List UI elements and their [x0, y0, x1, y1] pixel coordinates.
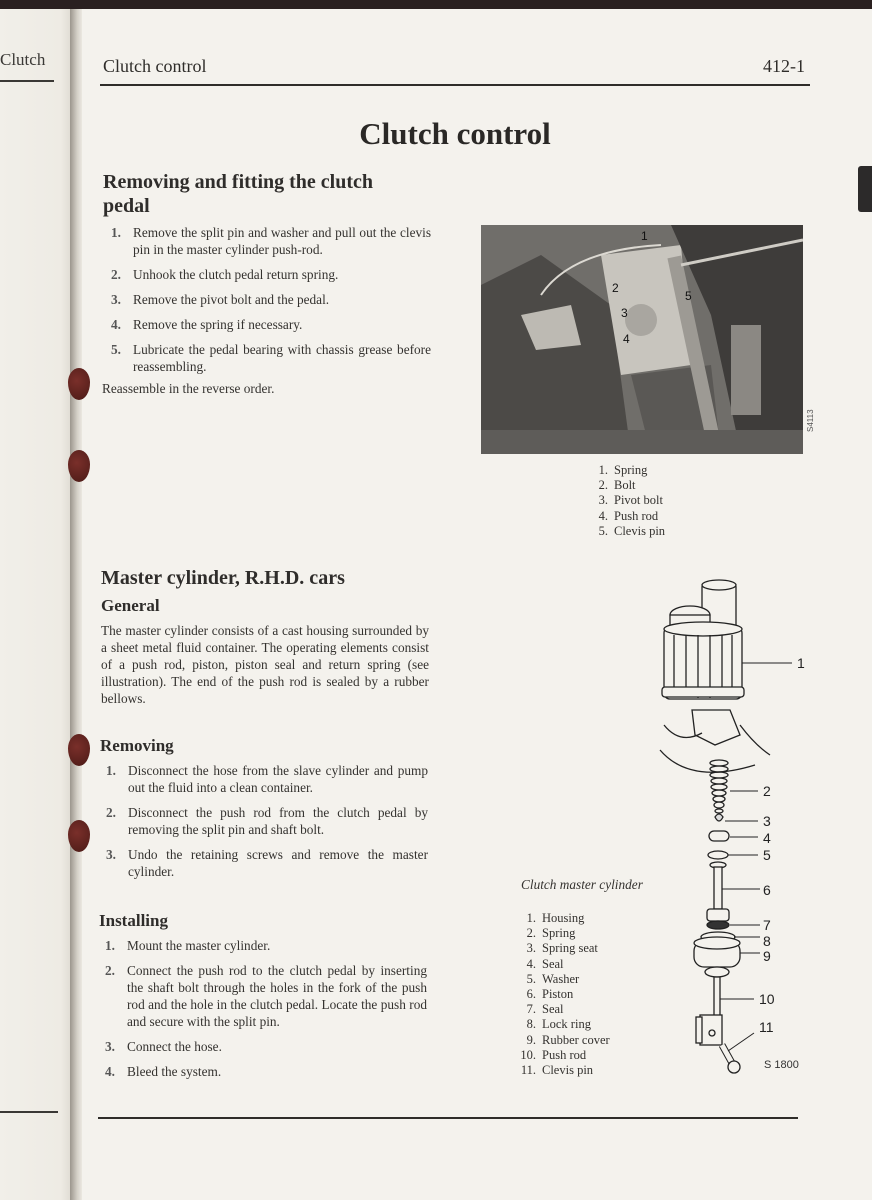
page-title: Clutch control [359, 116, 551, 151]
legend-item [586, 509, 665, 524]
section-thumb-tab [858, 166, 872, 212]
list-item [103, 224, 431, 258]
legend-number: 5. [526, 971, 536, 986]
legend-label: Piston [542, 987, 574, 1002]
drawing-callout: 10 [759, 991, 775, 1007]
drawing-callout: 2 [763, 783, 771, 799]
legend-label: Spring seat [542, 941, 598, 956]
illustration-caption: Clutch master cylinder [521, 877, 643, 892]
legend-label: Spring [542, 926, 576, 941]
legend-number: 8. [526, 1017, 536, 1032]
step-number: 3. [111, 292, 121, 307]
legend-label: Seal [542, 956, 564, 971]
photo-callout: 5 [685, 289, 692, 303]
step-text: Undo the retaining screws and remove the master cylinder. [128, 847, 428, 879]
installing-steps-list [97, 937, 427, 1088]
step-text: Lubricate the pedal bearing with chassis grease before reassembling. [133, 342, 431, 374]
drawing-callout: 11 [759, 1019, 774, 1035]
legend-label: Bolt [614, 478, 636, 493]
step-number: 4. [105, 1064, 115, 1079]
legend-number: 9. [526, 1032, 536, 1047]
footer-rule [98, 1117, 798, 1119]
legend-label: Washer [542, 971, 580, 986]
list-item [103, 266, 431, 283]
legend-number: 3. [526, 941, 536, 956]
step-number: 2. [106, 805, 116, 820]
drawing-callout: 3 [763, 813, 771, 829]
legend-number: 6. [526, 987, 536, 1002]
pedal-steps-list [103, 224, 431, 383]
step-text: Disconnect the push rod from the clutch pedal by removing the split pin and shaft bolt. [128, 805, 428, 837]
step-number: 4. [111, 317, 121, 332]
step-number: 1. [111, 225, 121, 240]
legend-label: Lock ring [542, 1017, 591, 1032]
legend-item [514, 1002, 610, 1017]
general-text: The master cylinder consists of a cast housing surrounded by a sheet metal fluid container. The operating elements consist of a push rod, piston, piston seal and return spring (see illustration). The end of the push rod is sealed by a rubber bellows. [101, 623, 429, 706]
running-header-title: Clutch control [103, 56, 207, 76]
illustration-reference-code: S 1800 [764, 1059, 799, 1071]
legend-item [586, 463, 665, 478]
list-item [103, 316, 431, 333]
legend-label: Seal [542, 1002, 564, 1017]
legend-number: 1. [526, 911, 536, 925]
previous-page-edge [0, 9, 76, 1200]
legend-number: 4. [526, 956, 536, 971]
legend-item [586, 478, 665, 493]
legend-label: Push rod [614, 508, 659, 523]
legend-number: 2. [598, 478, 608, 493]
legend-number: 4. [598, 508, 608, 523]
list-item [98, 762, 428, 796]
legend-item [514, 957, 610, 972]
legend-label: Spring [614, 463, 648, 477]
step-text: Bleed the system. [127, 1064, 222, 1079]
legend-item [514, 1063, 610, 1078]
list-item [98, 804, 428, 838]
legend-number: 7. [526, 1002, 536, 1017]
photo-callout: 1 [641, 229, 648, 243]
step-number: 5. [111, 342, 121, 357]
legend-item [514, 1017, 610, 1032]
step-text: Remove the pivot bolt and the pedal. [133, 292, 330, 307]
legend-item [586, 493, 665, 508]
previous-page-header-rule [0, 80, 54, 82]
legend-item [514, 972, 610, 987]
step-text: Mount the master cylinder. [127, 938, 271, 953]
legend-item [514, 987, 610, 1002]
legend-number: 11. [520, 1063, 536, 1078]
step-number: 1. [106, 763, 116, 778]
legend-number: 3. [598, 493, 608, 508]
photo-callout: 4 [623, 332, 630, 346]
drawing-callout: 7 [763, 917, 771, 933]
previous-page-title: Clutch [0, 50, 46, 69]
legend-number: 10. [520, 1047, 536, 1062]
scan-top-edge [0, 0, 872, 9]
list-item [103, 291, 431, 308]
drawing-callout: 1 [797, 655, 805, 671]
step-text: Unhook the clutch pedal return spring. [133, 267, 339, 282]
photo-callout: 2 [612, 281, 619, 295]
master-cylinder-heading: Master cylinder, R.H.D. cars [101, 567, 345, 589]
drawing-callout: 8 [763, 933, 771, 949]
legend-number: 1. [598, 463, 608, 477]
installing-heading: Installing [99, 911, 168, 930]
step-text: Remove the split pin and washer and pull out the clevis pin in the master cylinder push-rod. [133, 225, 431, 257]
pedal-photo [481, 225, 803, 454]
legend-label: Clevis pin [614, 523, 666, 538]
legend-label: Pivot bolt [614, 493, 663, 508]
step-number: 1. [105, 938, 115, 953]
removing-heading: Removing [100, 736, 174, 755]
drawing-callout: 6 [763, 882, 771, 898]
pedal-photo-image [481, 225, 803, 454]
reassemble-note: Reassemble in the reverse order. [102, 381, 275, 396]
step-number: 3. [106, 847, 116, 862]
step-text: Connect the hose. [127, 1039, 222, 1054]
list-item [97, 1038, 427, 1055]
list-item [97, 962, 427, 1030]
legend-item [514, 1033, 610, 1048]
pedal-section-heading: Removing and fitting the clutch pedal [103, 171, 373, 217]
master-cylinder-exploded-drawing [620, 575, 820, 1075]
list-item [103, 341, 431, 375]
legend-label: Clevis pin [542, 1063, 594, 1078]
step-text: Disconnect the hose from the slave cylinder and pump out the fluid into a clean container. [128, 763, 428, 795]
general-heading: General [101, 596, 160, 615]
step-text: Remove the spring if necessary. [133, 317, 303, 332]
binding-gutter [70, 9, 82, 1200]
page-number: 412-1 [763, 56, 805, 76]
drawing-callout: 5 [763, 847, 771, 863]
list-item [97, 937, 427, 954]
removing-steps-list [98, 762, 428, 888]
legend-item [586, 524, 665, 539]
list-item [98, 846, 428, 880]
legend-item [514, 911, 610, 926]
previous-page-footer-rule [0, 1111, 58, 1113]
legend-item [514, 1048, 610, 1063]
step-number: 3. [105, 1039, 115, 1054]
legend-label: Housing [542, 911, 585, 925]
legend-item [514, 941, 610, 956]
drawing-callout: 9 [763, 948, 771, 964]
drawing-callout: 4 [763, 830, 771, 846]
header-rule [100, 84, 810, 86]
photo-callout: 3 [621, 306, 628, 320]
photo-legend [586, 463, 665, 539]
legend-item [514, 926, 610, 941]
legend-number: 2. [526, 926, 536, 941]
illustration-legend [514, 911, 610, 1078]
photo-reference-code: S4113 [806, 409, 815, 432]
legend-label: Rubber cover [542, 1032, 610, 1047]
legend-number: 5. [598, 523, 608, 538]
list-item [97, 1063, 427, 1080]
legend-label: Push rod [542, 1047, 587, 1062]
step-number: 2. [105, 963, 115, 978]
step-text: Connect the push rod to the clutch pedal by inserting the shaft bolt through the holes in the fork of the push rod and the hole in the clutch pedal. Locate the push rod and secure with the split pin. [127, 963, 427, 1029]
step-number: 2. [111, 267, 121, 282]
